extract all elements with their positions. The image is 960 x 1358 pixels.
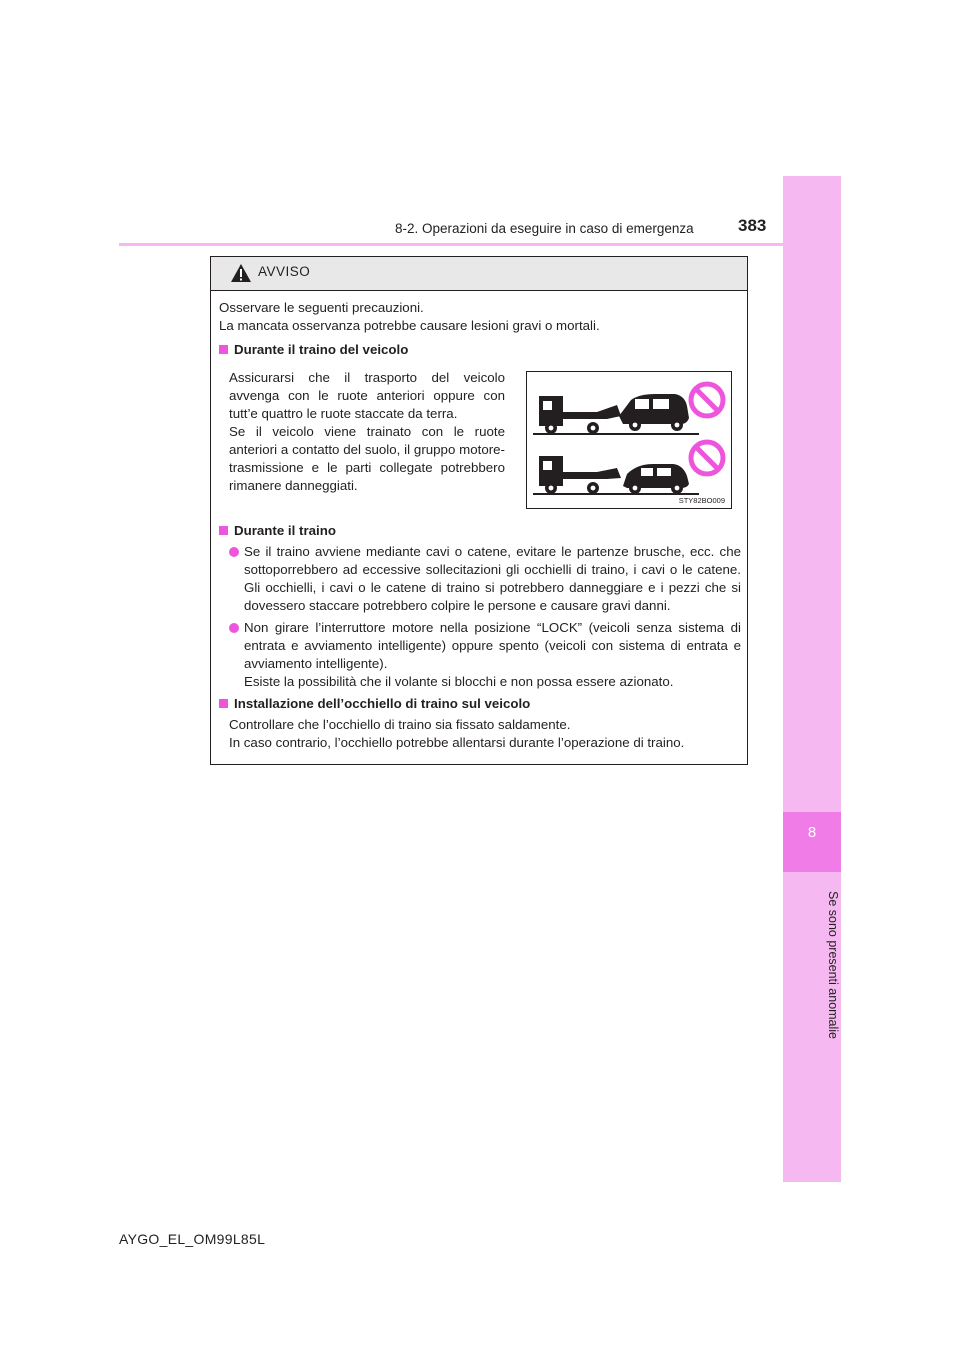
intro-line-2: La mancata osservanza potrebbe causare lesioni gravi o mortali. [219,318,600,333]
warning-intro [219,299,739,335]
model-code: AYGO_EL_OM99L85L [119,1231,266,1247]
intro-line-1: Osservare le seguenti precauzioni. [219,300,424,315]
chapter-label: Se sono presenti anomalie [826,890,840,1039]
warning-header [211,257,747,291]
round-bullet-icon [229,623,239,633]
tow-scene-bottom [533,456,699,494]
section-heading-tow-eyelet: Installazione dell’occhiello di traino sul veicolo [219,696,530,711]
section-title: 8-2. Operazioni da eseguire in caso di emergenza [395,221,694,236]
towing-bullet-2: Non girare l’interruttore motore nella posizione “LOCK” (veicoli senza sistema di entrata e avviamento intelligente) oppure spento (veicoli con sistema di entrata e avviamento intelligente). Esiste la possibilità che il volante si blocchi e non possa essere azionato. [229,619,741,691]
tow-eyelet-text [229,716,741,752]
warning-triangle-icon [230,263,252,283]
towing-figure [526,371,732,509]
towing-vehicle-text [229,369,505,495]
page-number: 383 [738,216,767,235]
prohibited-icon [691,442,723,474]
chapter-number: 8 [807,824,817,841]
towing-text-a: Assicurarsi che il trasporto del veicolo avvenga con le ruote anteriori oppure con tutt’e quattro le ruote staccate da terra. [229,370,505,421]
towing-text-b: Se il veicolo viene trainato con le ruote anteriori a contatto del suolo, il gruppo motore-trasmissione e le parti collegate potrebbero rimanere danneggiati. [229,424,505,493]
towing-bullet-1: Se il traino avviene mediante cavi o catene, evitare le partenze brusche, ecc. che sottoporrebbero ad eccessive sollecitazioni gli occhielli di traino, i cavi o le catene. Gli occhielli, i cavi o le catene di traino si potrebbero danneggiare e i pezzi che si dovessero staccare potrebbero colpire le persone e causare gravi danni. [229,543,741,615]
tow-scene-top [533,394,699,434]
square-bullet-icon [219,526,228,535]
chapter-active-marker [783,812,841,872]
square-bullet-icon [219,345,228,354]
prohibited-icon [691,384,723,416]
tow-eyelet-text-a: Controllare che l’occhiello di traino sia fissato saldamente. [229,717,571,732]
figure-code: STY82BO009 [678,496,725,505]
tow-truck-illustration [527,372,731,508]
section-heading-towing: Durante il traino [219,523,336,538]
square-bullet-icon [219,699,228,708]
tow-eyelet-text-b: In caso contrario, l’occhiello potrebbe allentarsi durante l’operazione di traino. [229,735,685,750]
warning-title: AVVISO [258,264,311,279]
header-divider [119,243,783,246]
section-heading-towing-vehicle: Durante il traino del veicolo [219,342,408,357]
round-bullet-icon [229,547,239,557]
warning-box [210,256,748,765]
